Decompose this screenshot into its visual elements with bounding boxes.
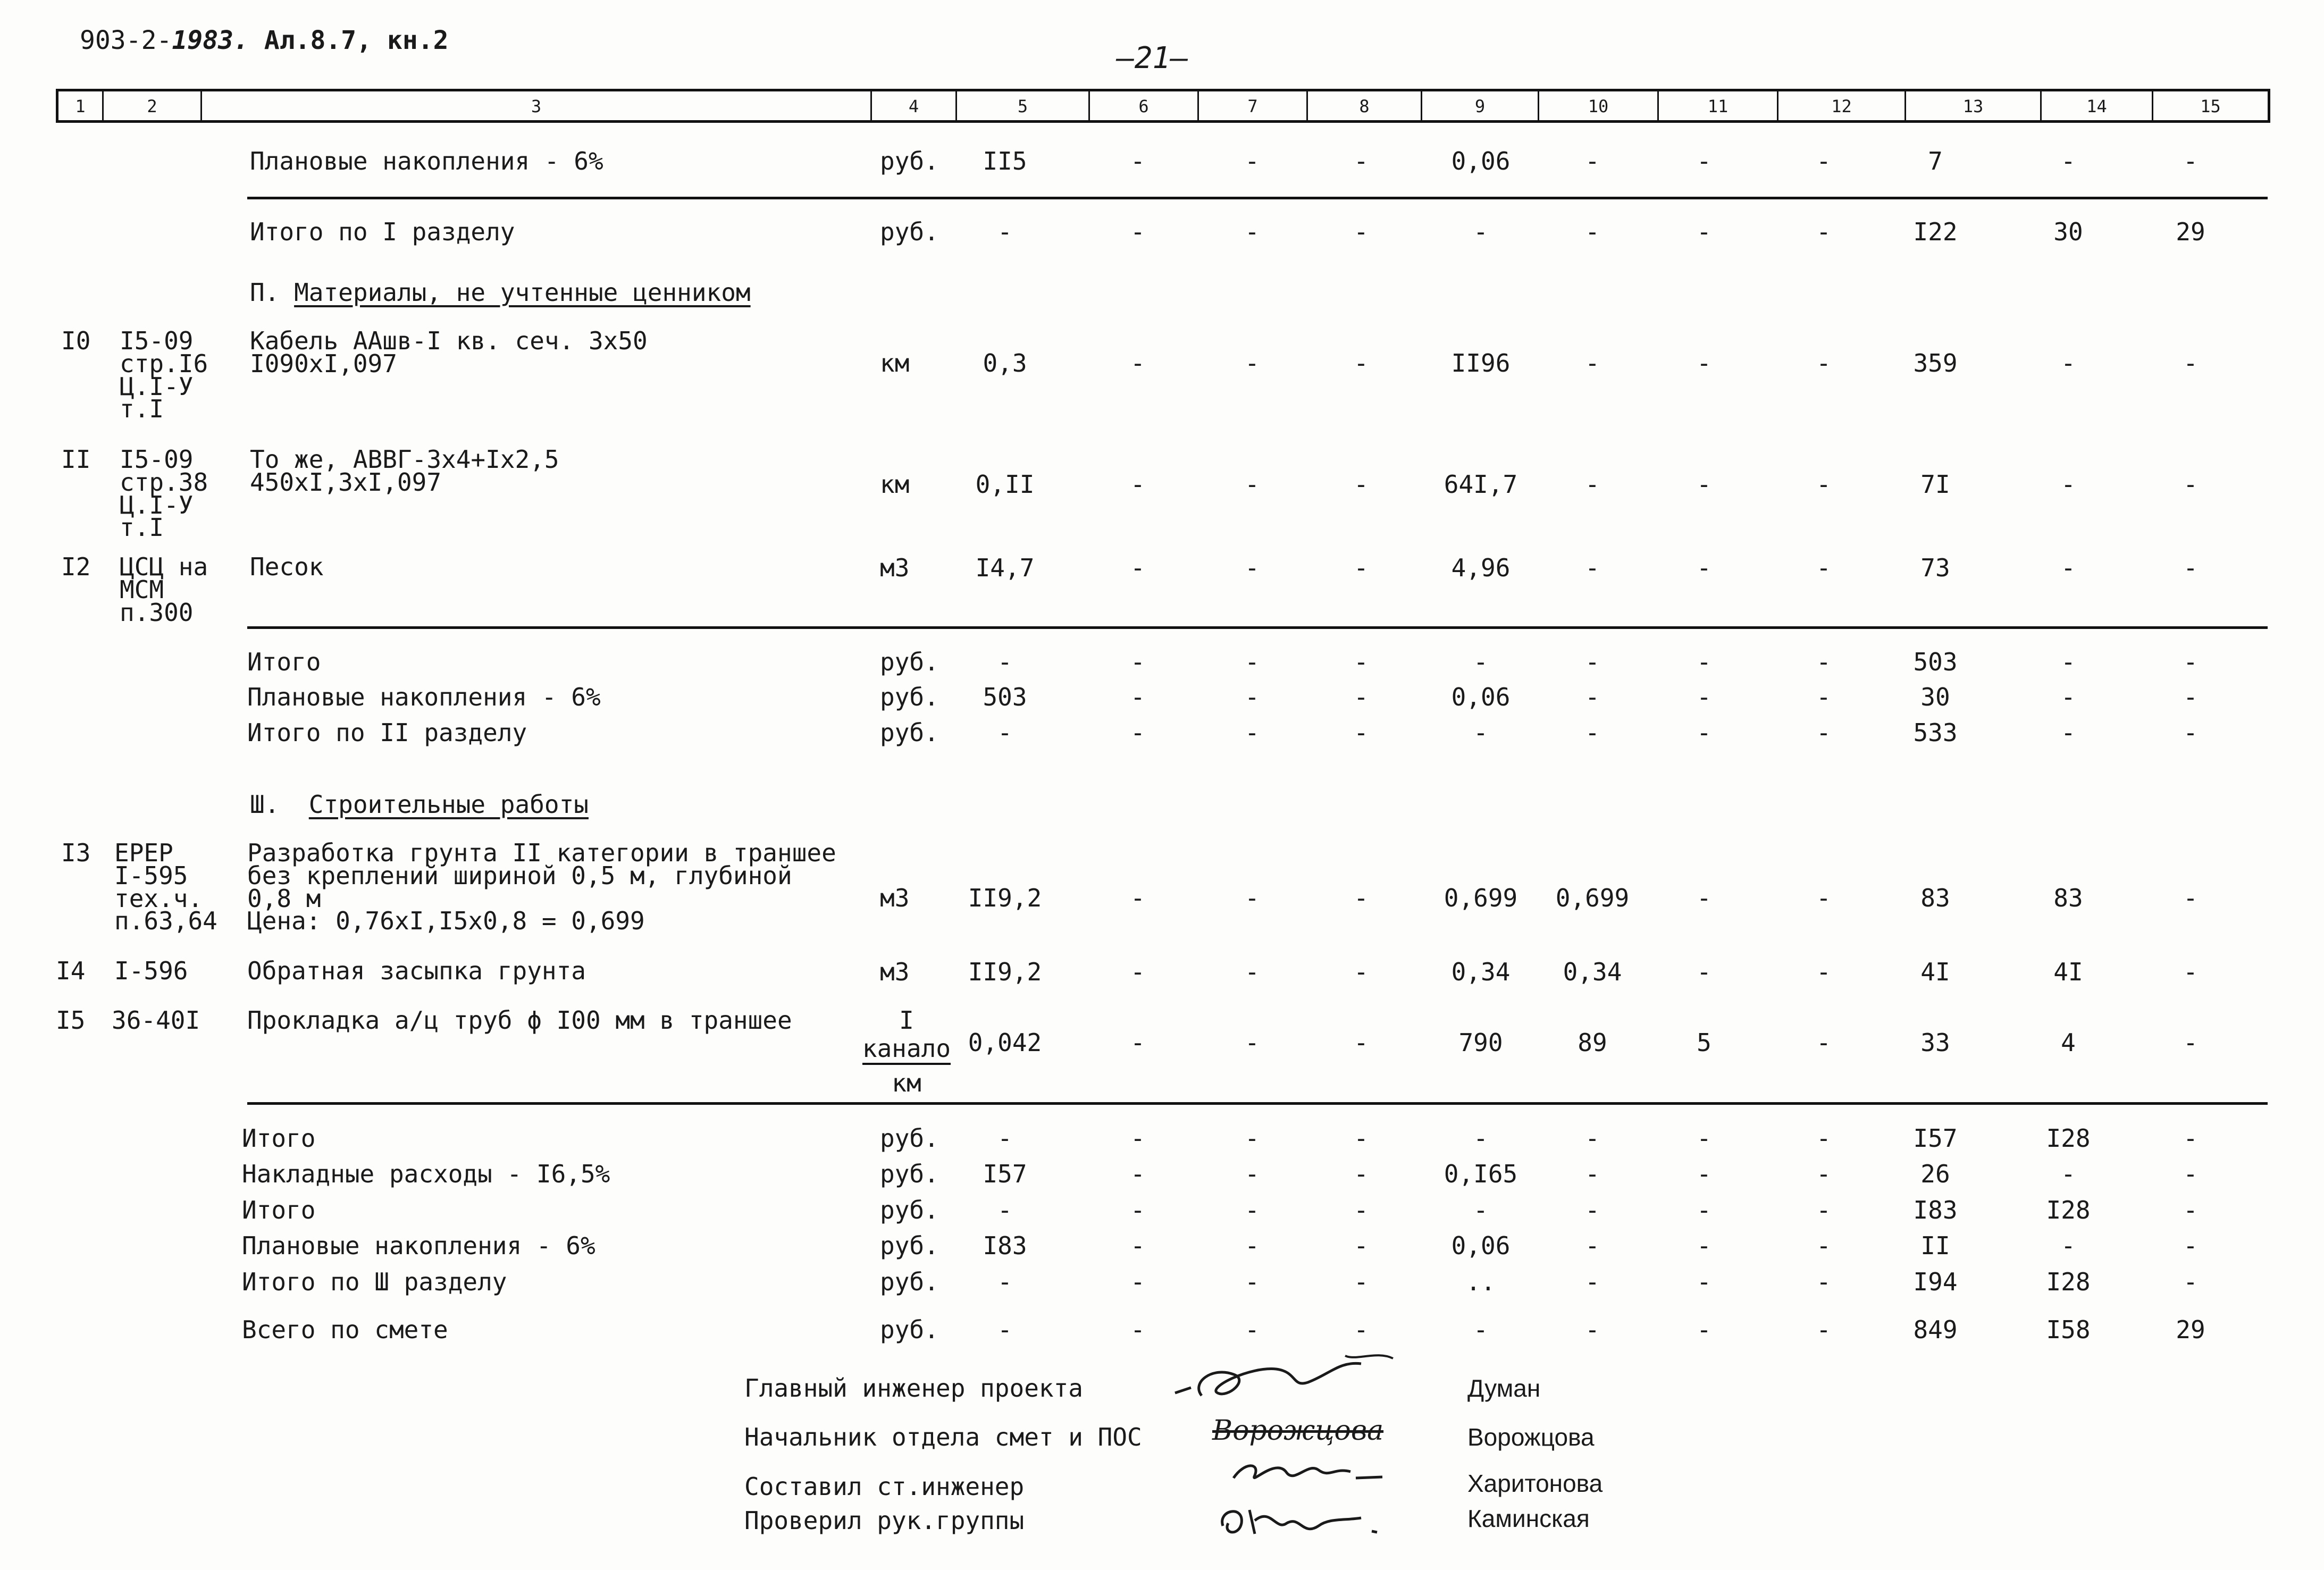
signature-handwriting: Ворожцова [1212, 1415, 1384, 1447]
section-number: П. [250, 278, 280, 307]
norm-reference: ЕРЕР I-595 тех.ч. п.63,64 [114, 838, 217, 936]
value-col-10: - [1585, 147, 1600, 175]
signer-name: Каминская [1467, 1505, 1590, 1532]
value-col-7: - [1245, 349, 1260, 377]
item-name: Плановые накопления - 6% [250, 147, 603, 175]
value-col-7: - [1245, 1160, 1260, 1188]
value-col-6: - [1130, 470, 1145, 499]
divider-rule [247, 626, 2268, 629]
value-col-12: - [1816, 349, 1831, 377]
unit-cell: руб. [880, 648, 939, 676]
column-header: 2 [104, 91, 202, 120]
value-col-8: - [1354, 1315, 1369, 1344]
value-col-5: - [997, 648, 1012, 676]
value-col-5: I4,7 [975, 553, 1035, 582]
value-col-11: - [1697, 470, 1711, 499]
value-col-6: - [1130, 147, 1145, 175]
value-col-11: - [1697, 1160, 1711, 1188]
value-col-9: 790 [1458, 1028, 1503, 1057]
signer-name: Думан [1467, 1374, 1541, 1402]
value-col-5: - [997, 1124, 1012, 1153]
value-col-13: 30 [1920, 683, 1950, 711]
value-col-7: - [1245, 1231, 1260, 1260]
value-col-12: - [1816, 147, 1831, 175]
value-col-14: I58 [2046, 1315, 2091, 1344]
value-col-5: 0,042 [968, 1028, 1042, 1057]
column-header: 13 [1906, 91, 2042, 120]
value-col-10: - [1585, 1160, 1600, 1188]
value-col-5: - [997, 718, 1012, 747]
value-col-11: - [1697, 683, 1711, 711]
value-col-7: - [1245, 470, 1260, 499]
value-col-12: - [1816, 1315, 1831, 1344]
column-header: 9 [1422, 91, 1539, 120]
page-number-value: 21 [1134, 41, 1171, 75]
document-code-album: Ал.8.7, кн.2 [264, 26, 449, 55]
value-col-14: - [2061, 553, 2076, 582]
value-col-9: - [1473, 1315, 1488, 1344]
value-col-8: - [1354, 718, 1369, 747]
signature-scribble [1228, 1446, 1388, 1494]
value-col-7: - [1245, 553, 1260, 582]
value-col-14: - [2061, 470, 2076, 499]
value-col-10: - [1585, 349, 1600, 377]
value-col-15: - [2183, 1267, 2198, 1296]
item-description: Песок [250, 552, 324, 581]
signature-role: Главный инженер проекта [744, 1374, 1083, 1403]
value-col-10: - [1585, 683, 1600, 711]
item-name: Итого по Ш разделу [242, 1267, 507, 1296]
value-col-11: - [1697, 1196, 1711, 1224]
value-col-15: - [2183, 1160, 2198, 1188]
value-col-14: 4 [2061, 1028, 2076, 1057]
item-description: Обратная засыпка грунта [247, 956, 586, 985]
unit-cell: руб. [880, 1196, 939, 1224]
value-col-11: - [1697, 147, 1711, 175]
signature-role: Начальник отдела смет и ПОС [744, 1423, 1142, 1451]
value-col-13: I57 [1913, 1124, 1958, 1153]
value-col-11: - [1697, 217, 1711, 246]
value-col-9: 64I,7 [1444, 470, 1518, 499]
value-col-6: - [1130, 648, 1145, 676]
value-col-5: II5 [983, 147, 1027, 175]
value-col-7: - [1245, 1028, 1260, 1057]
item-name: Итого [242, 1124, 316, 1153]
signer-name: Ворожцова [1467, 1423, 1595, 1451]
value-col-14: - [2061, 1160, 2076, 1188]
value-col-13: 849 [1913, 1315, 1958, 1344]
item-description: Разработка грунта II категории в траншее без креплений шириной 0,5 м, глубиной 0,8 м Цена: 0,76хI,I5х0,8 = 0,699 [247, 838, 836, 936]
signature-role: Составил ст.инженер [744, 1472, 1025, 1501]
value-col-13: I22 [1913, 217, 1958, 246]
value-col-11: - [1697, 553, 1711, 582]
value-col-10: - [1585, 553, 1600, 582]
value-col-7: - [1245, 683, 1260, 711]
value-col-12: - [1816, 1267, 1831, 1296]
row-number: I2 [61, 552, 91, 581]
value-col-13: I94 [1913, 1267, 1958, 1296]
value-col-8: - [1354, 1124, 1369, 1153]
value-col-11: - [1697, 648, 1711, 676]
item-name: Накладные расходы - I6,5% [242, 1160, 610, 1188]
value-col-15: 29 [2176, 217, 2205, 246]
item-name: Итого по II разделу [247, 718, 527, 747]
value-col-6: - [1130, 1315, 1145, 1344]
value-col-6: - [1130, 1231, 1145, 1260]
value-col-10: 0,699 [1555, 884, 1630, 912]
value-col-13: 503 [1913, 648, 1958, 676]
norm-reference: I5-09 стр.38 Ц.I-У т.I [120, 445, 208, 542]
unit-cell: руб. [880, 147, 939, 175]
value-col-10: 0,34 [1563, 958, 1622, 986]
column-header: 3 [202, 91, 872, 120]
value-col-12: - [1816, 718, 1831, 747]
value-col-6: - [1130, 1196, 1145, 1224]
value-col-13: 4I [1920, 958, 1950, 986]
value-col-9: 0,699 [1444, 884, 1518, 912]
unit-cell: м3 [880, 884, 910, 912]
value-col-7: - [1245, 718, 1260, 747]
value-col-11: - [1697, 1267, 1711, 1296]
value-col-12: - [1816, 884, 1831, 912]
value-col-10: - [1585, 1196, 1600, 1224]
value-col-6: - [1130, 217, 1145, 246]
value-col-7: - [1245, 648, 1260, 676]
value-col-10: 89 [1578, 1028, 1607, 1057]
column-header: 6 [1090, 91, 1199, 120]
value-col-13: 359 [1913, 349, 1958, 377]
value-col-6: - [1130, 1028, 1145, 1057]
value-col-7: - [1245, 958, 1260, 986]
document-code [80, 28, 449, 53]
value-col-8: - [1354, 1267, 1369, 1296]
value-col-12: - [1816, 217, 1831, 246]
value-col-15: - [2183, 1231, 2198, 1260]
unit-cell: м3 [880, 958, 910, 986]
norm-reference: I-596 [114, 956, 188, 985]
item-name: Плановые накопления - 6% [242, 1231, 595, 1260]
row-number: I4 [56, 956, 86, 985]
value-col-8: - [1354, 349, 1369, 377]
value-col-9: 4,96 [1451, 553, 1511, 582]
value-col-8: - [1354, 217, 1369, 246]
row-number: I3 [61, 838, 91, 867]
signature-scribble [1170, 1345, 1404, 1409]
value-col-7: - [1245, 1315, 1260, 1344]
value-col-15: - [2183, 349, 2198, 377]
value-col-11: - [1697, 884, 1711, 912]
row-number: II [61, 445, 91, 474]
value-col-9: - [1473, 1196, 1488, 1224]
value-col-12: - [1816, 958, 1831, 986]
column-header: 1 [58, 91, 104, 120]
signature-role: Проверил рук.группы [744, 1506, 1025, 1535]
unit-cell: руб. [880, 1124, 939, 1153]
norm-reference: ЦСЦ на МСМ п.300 [120, 552, 208, 627]
unit-numerator: I [899, 1006, 914, 1035]
value-col-8: - [1354, 147, 1369, 175]
value-col-10: - [1585, 1231, 1600, 1260]
signer-name: Харитонова [1467, 1470, 1603, 1497]
value-col-6: - [1130, 683, 1145, 711]
unit-measure: км [892, 1068, 921, 1097]
unit-cell: руб. [880, 217, 939, 246]
value-col-5: I83 [983, 1231, 1027, 1260]
value-col-10: - [1585, 648, 1600, 676]
value-col-14: - [2061, 147, 2076, 175]
value-col-12: - [1816, 1231, 1831, 1260]
value-col-9: 0,06 [1451, 1231, 1511, 1260]
column-header: 8 [1308, 91, 1422, 120]
value-col-7: - [1245, 217, 1260, 246]
unit-cell: руб. [880, 1267, 939, 1296]
item-name: Плановые накопления - 6% [247, 683, 601, 711]
unit-cell: км [880, 349, 910, 377]
value-col-13: I83 [1913, 1196, 1958, 1224]
value-col-15: - [2183, 884, 2198, 912]
item-name: Всего по смете [242, 1315, 448, 1344]
value-col-14: I28 [2046, 1124, 2091, 1153]
value-col-11: - [1697, 1231, 1711, 1260]
value-col-14: - [2061, 648, 2076, 676]
value-col-6: - [1130, 553, 1145, 582]
value-col-6: - [1130, 1160, 1145, 1188]
value-col-14: - [2061, 683, 2076, 711]
value-col-5: - [997, 1196, 1012, 1224]
value-col-11: - [1697, 349, 1711, 377]
value-col-5: - [997, 1267, 1012, 1296]
value-col-5: 0,II [975, 470, 1035, 499]
value-col-9: 0,I65 [1444, 1160, 1518, 1188]
value-col-8: - [1354, 1160, 1369, 1188]
value-col-15: 29 [2176, 1315, 2205, 1344]
value-col-5: II9,2 [968, 958, 1042, 986]
value-col-12: - [1816, 1028, 1831, 1057]
value-col-8: - [1354, 553, 1369, 582]
value-col-7: - [1245, 1267, 1260, 1296]
value-col-11: 5 [1697, 1028, 1711, 1057]
value-col-10: - [1585, 217, 1600, 246]
value-col-6: - [1130, 884, 1145, 912]
value-col-7: - [1245, 1196, 1260, 1224]
section-title: Строительные работы [308, 790, 589, 819]
value-col-14: 4I [2053, 958, 2083, 986]
item-description: Кабель ААшв-I кв. сеч. 3х50 I090хI,097 [250, 326, 648, 378]
value-col-8: - [1354, 884, 1369, 912]
value-col-15: - [2183, 958, 2198, 986]
column-header: 14 [2042, 91, 2153, 120]
value-col-9: 0,06 [1451, 683, 1511, 711]
unit-cell: руб. [880, 683, 939, 711]
value-col-15: - [2183, 648, 2198, 676]
unit-cell: руб. [880, 718, 939, 747]
value-col-5: - [997, 1315, 1012, 1344]
value-col-15: - [2183, 1028, 2198, 1057]
value-col-15: - [2183, 553, 2198, 582]
value-col-15: - [2183, 1196, 2198, 1224]
value-col-13: 26 [1920, 1160, 1950, 1188]
section-heading-construction [250, 792, 589, 817]
value-col-15: - [2183, 147, 2198, 175]
value-col-5: - [997, 217, 1012, 246]
value-col-5: II9,2 [968, 884, 1042, 912]
column-header: 7 [1199, 91, 1308, 120]
unit-cell: руб. [880, 1231, 939, 1260]
divider-rule [247, 1102, 2268, 1105]
item-description: То же, АВВГ-3х4+Iх2,5 450хI,3хI,097 [250, 445, 559, 497]
value-col-10: - [1585, 1124, 1600, 1153]
value-col-12: - [1816, 553, 1831, 582]
value-col-6: - [1130, 958, 1145, 986]
unit-cell: руб. [880, 1160, 939, 1188]
value-col-12: - [1816, 1124, 1831, 1153]
row-number: I5 [56, 1006, 86, 1035]
value-col-9: - [1473, 648, 1488, 676]
value-col-6: - [1130, 1124, 1145, 1153]
value-col-15: - [2183, 683, 2198, 711]
value-col-6: - [1130, 718, 1145, 747]
value-col-5: 0,3 [983, 349, 1027, 377]
section-title: Материалы, не учтенные ценником [294, 278, 751, 307]
value-col-12: - [1816, 648, 1831, 676]
value-col-6: - [1130, 349, 1145, 377]
value-col-13: 73 [1920, 553, 1950, 582]
column-header: 15 [2200, 96, 2221, 116]
value-col-9: - [1473, 1124, 1488, 1153]
value-col-14: I28 [2046, 1267, 2091, 1296]
unit-cell: м3 [880, 553, 910, 582]
value-col-13: 533 [1913, 718, 1958, 747]
document-code-series: 903-2- [80, 26, 172, 55]
value-col-14: 30 [2053, 217, 2083, 246]
unit-cell: км [880, 470, 910, 499]
value-col-14: I28 [2046, 1196, 2091, 1224]
value-col-14: 83 [2053, 884, 2083, 912]
value-col-13: II [1920, 1231, 1950, 1260]
column-header: 10 [1539, 91, 1659, 120]
value-col-15: - [2183, 1124, 2198, 1153]
value-col-10: - [1585, 470, 1600, 499]
value-col-14: - [2061, 1231, 2076, 1260]
value-col-12: - [1816, 1196, 1831, 1224]
divider-rule [247, 197, 2268, 199]
column-header-row [56, 89, 2270, 123]
item-name: Итого [242, 1196, 316, 1224]
section-heading-materials [250, 280, 751, 305]
section-number: Ш. [250, 790, 280, 819]
value-col-9: - [1473, 718, 1488, 747]
column-header: 11 [1659, 91, 1778, 120]
document-code-handwritten: 1983. [172, 26, 249, 55]
norm-reference: 36-40I [112, 1006, 200, 1035]
value-col-13: 7 [1928, 147, 1943, 175]
value-col-8: - [1354, 1196, 1369, 1224]
value-col-9: II96 [1451, 349, 1511, 377]
unit-denominator: канало [862, 1035, 951, 1065]
value-col-13: 7I [1920, 470, 1950, 499]
unit-cell: руб. [880, 1315, 939, 1344]
value-col-14: - [2061, 718, 2076, 747]
norm-reference: I5-09 стр.I6 Ц.I-У т.I [120, 326, 208, 424]
value-col-14: - [2061, 349, 2076, 377]
page-number: —21— [1117, 41, 1188, 75]
value-col-9: 0,06 [1451, 147, 1511, 175]
value-col-8: - [1354, 470, 1369, 499]
value-col-10: - [1585, 1267, 1600, 1296]
item-name: Итого по I разделу [250, 217, 515, 246]
value-col-7: - [1245, 147, 1260, 175]
value-col-13: 33 [1920, 1028, 1950, 1057]
value-col-12: - [1816, 683, 1831, 711]
column-header: 4 [872, 91, 957, 120]
value-col-9: - [1473, 217, 1488, 246]
value-col-11: - [1697, 1315, 1711, 1344]
value-col-10: - [1585, 718, 1600, 747]
value-col-11: - [1697, 1124, 1711, 1153]
value-col-5: 503 [983, 683, 1027, 711]
value-col-12: - [1816, 1160, 1831, 1188]
value-col-8: - [1354, 958, 1369, 986]
value-col-11: - [1697, 958, 1711, 986]
value-col-6: - [1130, 1267, 1145, 1296]
value-col-8: - [1354, 1028, 1369, 1057]
value-col-7: - [1245, 1124, 1260, 1153]
value-col-15: - [2183, 718, 2198, 747]
value-col-13: 83 [1920, 884, 1950, 912]
column-header: 5 [957, 91, 1090, 120]
value-col-8: - [1354, 1231, 1369, 1260]
value-col-8: - [1354, 648, 1369, 676]
signature-scribble [1212, 1494, 1393, 1547]
value-col-11: - [1697, 718, 1711, 747]
value-col-9: .. [1466, 1267, 1496, 1296]
value-col-5: I57 [983, 1160, 1027, 1188]
value-col-8: - [1354, 683, 1369, 711]
item-description: Прокладка а/ц труб ϕ I00 мм в траншее [247, 1006, 792, 1035]
value-col-10: - [1585, 1315, 1600, 1344]
value-col-9: 0,34 [1451, 958, 1511, 986]
column-header: 12 [1778, 91, 1906, 120]
row-number: I0 [61, 326, 91, 355]
item-name: Итого [247, 648, 321, 676]
value-col-7: - [1245, 884, 1260, 912]
value-col-12: - [1816, 470, 1831, 499]
value-col-15: - [2183, 470, 2198, 499]
